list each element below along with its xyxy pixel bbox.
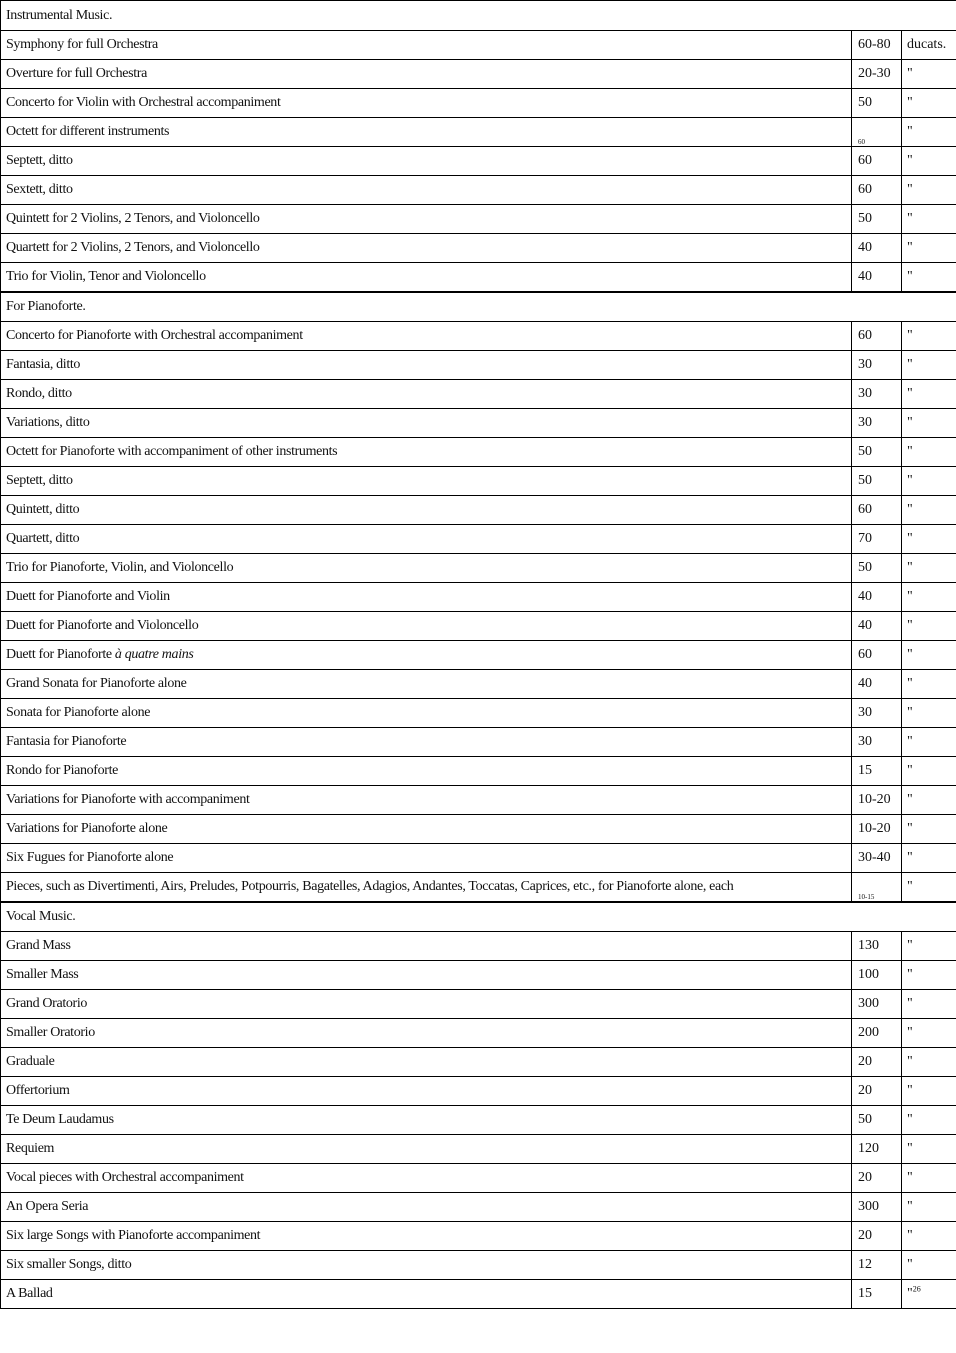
table-row xyxy=(1,990,956,1019)
work-title: Duett for Pianoforte and Violoncello xyxy=(6,618,199,633)
work-title-cell xyxy=(1,699,852,728)
unit-label: " xyxy=(907,328,913,343)
work-title-cell xyxy=(1,670,852,699)
table-row xyxy=(1,89,956,118)
table-row xyxy=(1,1222,956,1251)
unit-cell xyxy=(902,1106,956,1135)
table-row xyxy=(1,670,956,699)
price-cell: 15 xyxy=(852,1280,902,1309)
table-row xyxy=(1,1048,956,1077)
work-title-cell xyxy=(1,844,852,873)
price-cell: 50 xyxy=(852,438,902,467)
unit-label: " xyxy=(907,1228,913,1243)
work-title-cell xyxy=(1,1019,852,1048)
unit-label: " xyxy=(907,95,913,110)
table-row xyxy=(1,757,956,786)
work-title: Grand Mass xyxy=(6,938,71,953)
work-title: Octett for different instruments xyxy=(6,124,170,139)
work-title: Smaller Mass xyxy=(6,967,79,982)
work-title-cell xyxy=(1,1135,852,1164)
unit-cell xyxy=(902,438,956,467)
price-cell: 20-30 xyxy=(852,60,902,89)
work-title-cell xyxy=(1,263,852,292)
work-title: Requiem xyxy=(6,1141,55,1156)
unit-label: " xyxy=(907,1141,913,1156)
unit-label: " xyxy=(907,1286,913,1301)
work-title: Trio for Violin, Tenor and Violoncello xyxy=(6,268,206,284)
price-cell: 30-40 xyxy=(852,844,902,873)
table-row xyxy=(1,1077,956,1106)
unit-cell xyxy=(902,990,956,1019)
unit-cell xyxy=(902,1135,956,1164)
work-title-cell xyxy=(1,322,852,351)
table-row xyxy=(1,118,956,147)
price-cell: 10-20 xyxy=(852,815,902,844)
unit-cell xyxy=(902,467,956,496)
unit-label: " xyxy=(907,996,913,1011)
table-row xyxy=(1,641,956,670)
price-cell: 40 xyxy=(852,612,902,641)
price-cell: 20 xyxy=(852,1048,902,1077)
table-row xyxy=(1,583,956,612)
unit-cell xyxy=(902,89,956,118)
unit-label: " xyxy=(907,182,913,197)
unit-cell xyxy=(902,147,956,176)
unit-label: " xyxy=(907,1257,913,1272)
unit-label: " xyxy=(907,967,913,982)
work-title-cell xyxy=(1,118,852,147)
work-title-cell xyxy=(1,786,852,815)
work-title-cell xyxy=(1,89,852,118)
work-title: Te Deum Laudamus xyxy=(6,1112,114,1127)
price-cell: 40 xyxy=(852,583,902,612)
unit-label: " xyxy=(907,792,913,807)
table-row xyxy=(1,31,956,60)
table-row xyxy=(1,176,956,205)
work-title-cell xyxy=(1,1048,852,1077)
table-row xyxy=(1,815,956,844)
table-row xyxy=(1,525,956,554)
table-row xyxy=(1,1164,956,1193)
work-title-cell xyxy=(1,1164,852,1193)
unit-label: " xyxy=(907,734,913,749)
unit-cell xyxy=(902,1077,956,1106)
work-title: Fantasia for Pianoforte xyxy=(6,734,127,749)
work-title: Rondo for Pianoforte xyxy=(6,763,118,778)
work-title-cell xyxy=(1,990,852,1019)
table-row xyxy=(1,496,956,525)
unit-label: " xyxy=(907,502,913,517)
unit-label: " xyxy=(907,1170,913,1185)
work-title: Six Fugues for Pianoforte alone xyxy=(6,850,174,865)
unit-label: " xyxy=(907,240,913,255)
work-title: Smaller Oratorio xyxy=(6,1025,95,1040)
price-cell: 60 xyxy=(852,118,902,147)
unit-cell xyxy=(902,932,956,961)
unit-label: " xyxy=(907,1083,913,1098)
price-cell: 15 xyxy=(852,757,902,786)
table-row xyxy=(1,351,956,380)
unit-label: " xyxy=(907,589,913,604)
work-title: Six smaller Songs, ditto xyxy=(6,1257,132,1272)
price-cell: 20 xyxy=(852,1077,902,1106)
price-cell: 50 xyxy=(852,1106,902,1135)
work-title-cell xyxy=(1,873,852,902)
work-title-cell xyxy=(1,932,852,961)
work-title: Quartett for 2 Violins, 2 Tenors, and Violoncello xyxy=(6,240,260,255)
price-cell: 30 xyxy=(852,351,902,380)
table-row xyxy=(1,60,956,89)
work-title-cell xyxy=(1,438,852,467)
work-title: Symphony for full Orchestra xyxy=(6,37,158,52)
work-title-cell xyxy=(1,147,852,176)
unit-cell xyxy=(902,1222,956,1251)
unit-cell xyxy=(902,554,956,583)
table-row xyxy=(1,699,956,728)
work-title-cell xyxy=(1,31,852,60)
section-header-row xyxy=(1,292,956,322)
work-title: Vocal pieces with Orchestral accompaniment xyxy=(6,1170,244,1185)
unit-label: " xyxy=(907,211,913,226)
price-list-body xyxy=(1,1,956,1309)
table-row xyxy=(1,786,956,815)
work-title: Variations for Pianoforte alone xyxy=(6,821,168,836)
table-row xyxy=(1,728,956,757)
table-row xyxy=(1,932,956,961)
unit-label: " xyxy=(907,268,913,284)
unit-label: " xyxy=(907,1054,913,1069)
price-cell: 50 xyxy=(852,554,902,583)
price-cell: 60 xyxy=(852,641,902,670)
table-row xyxy=(1,612,956,641)
unit-cell xyxy=(902,525,956,554)
unit-cell xyxy=(902,409,956,438)
unit-label: " xyxy=(907,560,913,575)
price-cell: 30 xyxy=(852,728,902,757)
price-cell: 60 xyxy=(852,496,902,525)
work-title: Variations for Pianoforte with accompaniment xyxy=(6,792,250,807)
price-cell: 300 xyxy=(852,1193,902,1222)
unit-cell xyxy=(902,234,956,263)
work-title: Trio for Pianoforte, Violin, and Violoncello xyxy=(6,560,234,575)
table-row xyxy=(1,438,956,467)
work-title-cell xyxy=(1,205,852,234)
work-title: Septett, ditto xyxy=(6,473,73,488)
unit-cell xyxy=(902,1280,956,1309)
work-title: Duett for Pianoforte xyxy=(6,647,115,662)
unit-cell xyxy=(902,1048,956,1077)
work-title: Quartett, ditto xyxy=(6,531,80,546)
table-row xyxy=(1,322,956,351)
work-title: An Opera Seria xyxy=(6,1199,89,1214)
unit-label: " xyxy=(907,1112,913,1127)
work-title: Concerto for Pianoforte with Orchestral accompaniment xyxy=(6,328,303,343)
price-cell: 50 xyxy=(852,467,902,496)
work-title-cell xyxy=(1,525,852,554)
unit-label: ducats. xyxy=(907,37,947,52)
work-title-cell xyxy=(1,496,852,525)
unit-cell xyxy=(902,873,956,902)
unit-cell xyxy=(902,583,956,612)
work-title-cell xyxy=(1,1106,852,1135)
unit-cell xyxy=(902,1251,956,1280)
table-row xyxy=(1,205,956,234)
unit-cell xyxy=(902,757,956,786)
work-title-cell xyxy=(1,176,852,205)
price-cell: 12 xyxy=(852,1251,902,1280)
price-cell: 20 xyxy=(852,1164,902,1193)
work-title-cell xyxy=(1,234,852,263)
unit-label: " xyxy=(907,647,913,662)
work-title-cell xyxy=(1,815,852,844)
unit-cell xyxy=(902,205,956,234)
unit-label: " xyxy=(907,821,913,836)
price-cell: 40 xyxy=(852,234,902,263)
work-title-cell xyxy=(1,1251,852,1280)
work-title-cell xyxy=(1,409,852,438)
work-title-cell xyxy=(1,961,852,990)
work-title: Pieces, such as Divertimenti, Airs, Preludes, Potpourris, Bagatelles, Adagios, Andantes, Toccatas, Caprices, etc., for Pianoforte alone, each xyxy=(6,878,734,894)
unit-label: " xyxy=(907,357,913,372)
work-title: Octett for Pianoforte with accompaniment of other instruments xyxy=(6,444,338,459)
unit-label: " xyxy=(907,879,913,894)
unit-cell xyxy=(902,815,956,844)
work-title-cell xyxy=(1,380,852,409)
work-title: Six large Songs with Pianoforte accompaniment xyxy=(6,1228,261,1243)
table-row xyxy=(1,263,956,292)
price-cell: 120 xyxy=(852,1135,902,1164)
unit-label: " xyxy=(907,66,913,81)
work-title: Graduale xyxy=(6,1054,55,1069)
work-title-cell xyxy=(1,1193,852,1222)
unit-cell xyxy=(902,322,956,351)
table-row xyxy=(1,961,956,990)
price-cell: 30 xyxy=(852,380,902,409)
table-row xyxy=(1,409,956,438)
table-row xyxy=(1,1251,956,1280)
work-title: Grand Sonata for Pianoforte alone xyxy=(6,676,187,691)
work-title-cell xyxy=(1,612,852,641)
unit-cell xyxy=(902,263,956,292)
unit-cell xyxy=(902,786,956,815)
unit-cell xyxy=(902,670,956,699)
price-cell: 130 xyxy=(852,932,902,961)
unit-label: " xyxy=(907,415,913,430)
work-title-cell xyxy=(1,757,852,786)
price-cell: 100 xyxy=(852,961,902,990)
unit-cell xyxy=(902,60,956,89)
price-cell: 60-80 xyxy=(852,31,902,60)
work-title-cell xyxy=(1,351,852,380)
work-title-cell xyxy=(1,1280,852,1309)
price-cell: 40 xyxy=(852,670,902,699)
work-title: Sonata for Pianoforte alone xyxy=(6,705,151,720)
table-row xyxy=(1,234,956,263)
work-title-cell xyxy=(1,728,852,757)
unit-cell xyxy=(902,961,956,990)
unit-label: " xyxy=(907,1025,913,1040)
unit-cell xyxy=(902,496,956,525)
work-title: Grand Oratorio xyxy=(6,996,88,1011)
work-title: Quintett for 2 Violins, 2 Tenors, and Violoncello xyxy=(6,211,260,226)
work-title: A Ballad xyxy=(6,1286,53,1301)
price-cell: 50 xyxy=(852,205,902,234)
unit-label: " xyxy=(907,763,913,778)
unit-label: " xyxy=(907,705,913,720)
unit-cell xyxy=(902,351,956,380)
work-title: Offertorium xyxy=(6,1083,70,1098)
table-row xyxy=(1,1193,956,1222)
price-cell: 60 xyxy=(852,147,902,176)
price-cell: 30 xyxy=(852,699,902,728)
section-header-row xyxy=(1,1,956,31)
table-row xyxy=(1,1019,956,1048)
unit-cell xyxy=(902,118,956,147)
unit-label: " xyxy=(907,1199,913,1214)
work-title: Variations, ditto xyxy=(6,415,90,430)
work-title-cell xyxy=(1,60,852,89)
unit-cell xyxy=(902,699,956,728)
work-title-cell xyxy=(1,1077,852,1106)
table-row xyxy=(1,380,956,409)
table-row xyxy=(1,554,956,583)
work-title-italic: à quatre mains xyxy=(114,647,194,662)
unit-cell xyxy=(902,176,956,205)
unit-label: " xyxy=(907,938,913,953)
price-cell: 20 xyxy=(852,1222,902,1251)
unit-label: " xyxy=(907,618,913,633)
work-title-cell xyxy=(1,583,852,612)
work-title: Fantasia, ditto xyxy=(6,357,81,372)
price-cell: 30 xyxy=(852,409,902,438)
unit-cell xyxy=(902,641,956,670)
price-cell: 10-20 xyxy=(852,786,902,815)
footnote-mark: 26 xyxy=(912,1284,921,1294)
unit-label: " xyxy=(907,473,913,488)
work-title-cell xyxy=(1,641,852,670)
unit-label: " xyxy=(907,386,913,401)
work-title: Duett for Pianoforte and Violin xyxy=(6,589,170,604)
price-cell: 60 xyxy=(852,176,902,205)
table-row xyxy=(1,1280,956,1309)
unit-cell xyxy=(902,728,956,757)
unit-label: " xyxy=(907,850,913,865)
price-cell: 60 xyxy=(852,322,902,351)
table-row xyxy=(1,1135,956,1164)
unit-label: " xyxy=(907,444,913,459)
unit-label: " xyxy=(907,531,913,546)
price-cell: 40 xyxy=(852,263,902,292)
section-title: Instrumental Music. xyxy=(1,1,956,31)
work-title: Overture for full Orchestra xyxy=(6,66,147,81)
table-row xyxy=(1,147,956,176)
section-header-row xyxy=(1,902,956,932)
work-title-cell xyxy=(1,554,852,583)
price-cell: 50 xyxy=(852,89,902,118)
price-cell: 70 xyxy=(852,525,902,554)
unit-cell xyxy=(902,31,956,60)
price-cell: 200 xyxy=(852,1019,902,1048)
work-title: Rondo, ditto xyxy=(6,386,72,401)
section-title: Vocal Music. xyxy=(1,902,956,932)
unit-cell xyxy=(902,1019,956,1048)
table-row xyxy=(1,844,956,873)
table-row xyxy=(1,873,956,902)
work-title: Concerto for Violin with Orchestral accompaniment xyxy=(6,95,281,110)
work-title-cell xyxy=(1,467,852,496)
unit-label: " xyxy=(907,676,913,691)
work-title: Sextett, ditto xyxy=(6,182,73,197)
price-cell: 10-15 xyxy=(852,873,902,902)
unit-cell xyxy=(902,1164,956,1193)
unit-label: " xyxy=(907,153,913,168)
unit-cell xyxy=(902,380,956,409)
unit-label: " xyxy=(907,124,913,139)
work-title-cell xyxy=(1,1222,852,1251)
unit-cell xyxy=(902,1193,956,1222)
unit-cell xyxy=(902,612,956,641)
price-cell: 300 xyxy=(852,990,902,1019)
work-title: Septett, ditto xyxy=(6,153,73,168)
table-row xyxy=(1,1106,956,1135)
table-row xyxy=(1,467,956,496)
section-title: For Pianoforte. xyxy=(1,292,956,322)
unit-cell xyxy=(902,844,956,873)
work-title: Quintett, ditto xyxy=(6,502,80,517)
